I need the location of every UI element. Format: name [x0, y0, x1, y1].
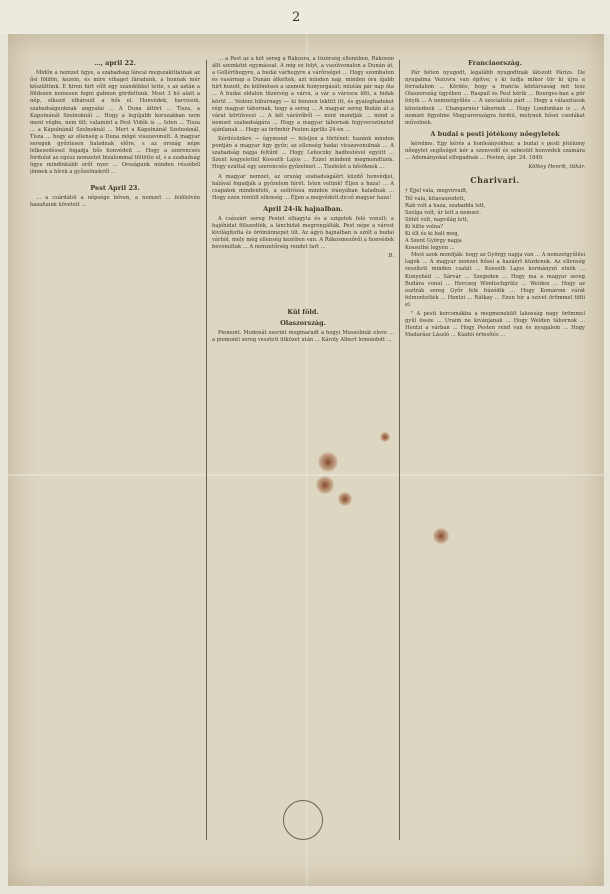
column-left-body-2: … a csárdától a népsége bőven, a nemzet … felölelvén hazafiaink követeit … — [30, 194, 200, 208]
italy-heading: Olaszország. — [280, 318, 326, 327]
top-margin — [0, 0, 610, 34]
column-right — [405, 56, 585, 856]
column-middle-para-3: A magyar nemzet, az ország szabadságáért küzdő honvédjei, hálával fogadják a győzelem hírét. Isten velünk! Éljen a haza! ... A csapatok mindenfelé, a szélrózsa minden irányában haladnak ... Hogy ezen rémült ellenség ... Éljen a megvédett dicső magyar haza! — [212, 173, 394, 201]
column-middle-para-4: A császári sereg Pestet elhagyta és a szigetek felé vonult; a hajóhídat fölszedték, a lánchidat megrongálták. Pest népe a várost kivilágította és örömünnepet ült. Az ágyú hajnalban is szólt a budai várból, mely még ellenség kezében van. A Rákosmezőről a honvédek bevonultak ... A nemzetőrség rendet tart ... — [212, 215, 394, 251]
ink-stain — [318, 452, 338, 472]
ink-stain — [338, 492, 352, 506]
ink-stain — [433, 528, 449, 544]
poem-line: Sötét volt, napvilág lett, — [405, 216, 469, 223]
column-left-body: Midőn a nemzet ügye, a szabadság láncai megszakittatnak az ősi földön, kezein, és mire vihaget fáradunk, a honnak mér készültünk. E hiren hirt vőlt egy szándékkel tette, s az aztán a földszen nemesen fogni gabnon gördeltunk. Most 3 hó alatt a nép, elkezd elhársult a hős el. Honvédek, harcosok, szabadságunknak angyalai ... A Duna áttört ... Tisza, a Kapolnánál Szolnoknál ... Hogy a legújabb korszakban nem ment végbe, nem ült; valamint a Pest Vidék is ... Isten ... Tisza ... a Kápolnánál Szolnoknál ... Mert a Kápolnánál Szolnoknál, Tisza ... hogy az ellenség a Duna mögé visszavonult. A magyar seregek győztesen haladnak előre, s az ország népe lelkesedéssel fogadja hős honvédeit ... Hogy a szerencsés fordulat az egész nemzetet bizalommal töltötte el, s a szabadság ügye mindinkább erőt nyer ... Országunk minden részéből jönnek a hírek a győzelmekről ... — [30, 70, 200, 176]
charivari-poem — [405, 188, 585, 252]
poem-line: Ki hitte volna? — [405, 223, 443, 230]
ink-stain — [316, 476, 334, 494]
column-middle-signature: B. — [388, 253, 394, 260]
notice-signature: Kölkey Henrik, titkár. — [528, 164, 585, 171]
ink-stain — [380, 432, 390, 442]
column-rule-right — [399, 60, 400, 840]
france-heading: Franciaország. — [468, 59, 522, 67]
poem-line: A Szent György napja — [405, 238, 462, 245]
column-middle-para-2: Kérdésünkre — úgymond — feleljen a történet: hazánk minden pontján a magyar ügy győz; az ellenség hadai visszavonulnak ... A szabadság napja feltűnt ... Hogy Lehoczky hadtestével együtt ... Szent kegyelettel Kossuth Lajos ... Ezzel mindent megmondtunk. Hogy ezúttal egy szerencsés győzelmet ... Tisztelet a hősöknek ... — [212, 136, 394, 171]
column-middle-subheading: April 24-ik hajnalban. — [263, 204, 343, 213]
poem-line: Szolga volt, úr lett a nemzet. — [405, 209, 481, 216]
poem-line: Rab volt a haza, szabaddá lett, — [405, 202, 486, 209]
france-body: Pár héten nyugodt, legalább nyugodtnak látszott Párizs. De nyugalma Vezuvra van építve; s ki tudja mikor tör ki újra a forradalom ... Kérdés, hogy a francia köztársaság mit tesz Olaszország ügyében ... Raspail és Pest kérik ... Bourges-ban a pör folyik ... A nemzetgyűlés ... A szocialista párt ... Hogy a választások közelednek ... Changarnier tábornok ... Hogy Londonban is ... A nemzet figyelme Magyarországra fordul, melynek hősei csodákat művelnek. — [405, 70, 585, 126]
library-stamp — [283, 800, 323, 840]
italy-body: Piemont. Modenát szerint megmaradt a hegyi Mussolinát eleve ... a piemonti sereg vesztett ütközet után ... Károly Albert lemondott ... — [212, 329, 394, 343]
foreign-news-label: Kül föld. — [287, 307, 319, 316]
charivari-heading: Charivari. — [470, 175, 520, 186]
stamp-space — [212, 261, 394, 305]
column-middle — [212, 56, 394, 856]
poem-line: † Éjjel vala, megvirradt, — [405, 188, 468, 195]
poem-line: Tél vala, kitavaszodott, — [405, 195, 466, 202]
column-middle-body: … a Pest az a két sereg a Rákosra, a tűzérség ellenében, Rákoson állt szemközt egymással. A mig ez folyt, a vasútvonalon a Dunán át, a Gellérthegyre, a budai várhegyre a várőrséget ... Hogy szombaton és vasárnap a Dunán átkeltek, azt minden nap, minden óra újabb hírt hozott, de különösen a szemek hunyorgását; miután pár nap óta ... A budai oldalon tüzérség a várra, a vár a városra lőtt, a hidak körül ... Vedeni hiburnagy — ki bennen lekttit itt, és gyaloghadeket régi magyar tábornak, hogy a sereg ... A magyar sereg Budán át a várat körülveszi ... A két várérőből — mint mondják ... mind a nemzet szabadságára ... Hogy a magyar tábornak fegyverszünetet ajánlanak ... Hogy az örömhír Pesten április 24-én ... — [212, 56, 394, 133]
page-number: 2 — [292, 10, 301, 25]
charivari-body-2: " A pesti korcsmákba a megmenekült lakosság nagy örömmel gyűl össze ... Uraim ne kivánjanak ... Hogy Welden tábornok ... Hentzi a várban ... Hogy Pesten rend van és nyugalom ... Hogy Madarász László ... Kiadói értesítés ... — [405, 311, 585, 339]
column-left-heading-2: Pest April 23. — [90, 183, 140, 192]
column-rule-left — [206, 60, 207, 840]
column-left — [30, 56, 200, 856]
notice-body: kérelme. Egy kérés a honleányokhoz: a budai s pesti jótékony nőegylet segítséget kér a szenvedő és sebesült honvédek számára ... Adományokat elfogadnak ... Pesten, ápr. 24. 1849. — [405, 140, 585, 162]
charivari-body: Most azok mondják: hogy az György napja van ... A nemzetgyűlési tagok ... A magyar nemzet hősei a hazáért küzdenek. Az ellenség veszített minden csatát ... Kossuth Lajos kormányzó elnök ... Kunyehéd ... Sárvár ... Szegeden ... Hogy ma a magyar sereg Budára vonul ... Herczeg Windischgrätz ... Welden ... Hogy az osztrák sereg Győr felé húzódik ... Hogy Komárom várát felmentették ... Hentzi ... Rátkay ... Ezen hír a szívet örömmel tölti el. — [405, 252, 585, 308]
poem-line: Kossuthé legyen ... — [405, 245, 455, 252]
notice-heading: A budai s pesti jótékony nőegyletek — [430, 129, 560, 138]
poem-line: Ki élt és ki halt meg, — [405, 230, 460, 237]
column-left-date-heading: …, april 22. — [94, 59, 136, 67]
